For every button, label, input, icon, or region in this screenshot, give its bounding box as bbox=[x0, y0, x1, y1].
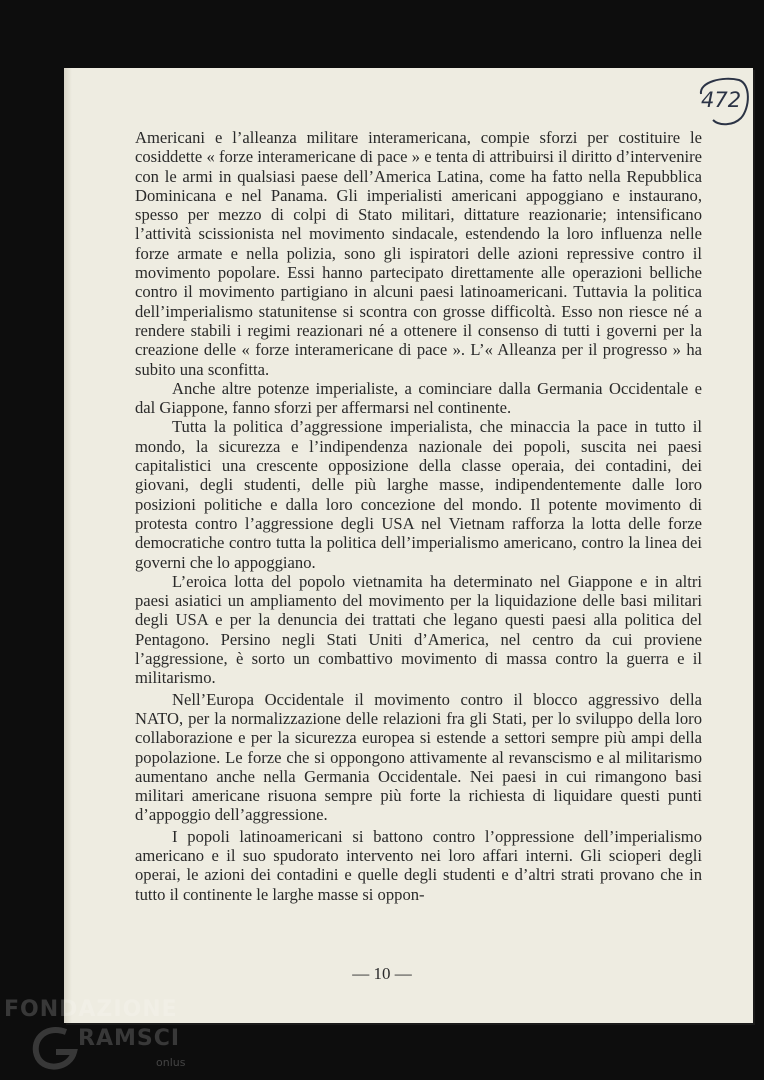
page-binding-edge bbox=[64, 68, 72, 1023]
paragraph: Nell’Europa Occidentale il movimento contro il blocco aggressivo della NATO, per la normalizzazione delle relazioni fra gli Stati, per lo sviluppo della loro collaborazione e per la sicurezza europea si estende a settori sempre più ampi della popolazione. Le forze che si oppongono attivamente al revanscismo e al militarismo aumentano anche nella Germania Occidentale. Nei paesi in cui rimangono basi militari americane risuona sempre più forte la richiesta di liquidare questi punti d’appoggio dell’aggressione. bbox=[135, 689, 702, 825]
watermark-suffix: onlus bbox=[156, 1056, 186, 1069]
watermark-logo-icon bbox=[4, 994, 199, 1074]
watermark-line2: RAMSCI bbox=[78, 1026, 181, 1051]
archive-page-stamp bbox=[693, 74, 751, 128]
paragraph: Tutta la politica d’aggressione imperialista, che minaccia la pace in tutto il mondo, la sicurezza e l’indipendenza nazionale dei popoli, suscita nei paesi capitalistici una crescente opposizione della classe operaia, dei contadini, dei giovani, degli studenti, delle più larghe masse, indipendentemente dalle loro posizioni politiche e dalla loro concezione del mondo. Il potente movimento di protesta contro l’aggressione degli USA nel Vietnam rafforza la lotta delle forze democratiche contro tutta la politica dell’imperialismo americano, contro la linea dei governi che lo appoggiano. bbox=[135, 417, 702, 572]
page-number: — 10 — bbox=[352, 964, 412, 983]
stamp-circle-icon bbox=[693, 74, 751, 128]
paragraph: Americani e l’alleanza militare interamericana, compie sforzi per costituire le cosiddette « forze interamericane di pace » e tenta di attribuirsi il diritto d’intervenire con le armi in qualsiasi paese dell’America Latina, come ha fatto nella Repubblica Dominicana e nel Panama. Gli imperialisti americani appoggiano e instaurano, spesso per mezzo di colpi di Stato militari, dittature reazionarie; intensificano l’attività scissionista nel movimento sindacale, estendendo la loro influenza nelle forze armate e nella polizia, sono gli ispiratori delle azioni repressive contro il movimento popolare. Essi hanno partecipato direttamente alle operazioni belliche contro il movimento partigiano in alcuni paesi latinoamericani. Tuttavia la politica dell’imperialismo statunitense si scontra con grosse difficoltà. Esso non riesce né a rendere stabili i regimi reazionari né a ottenere il consenso di tutti i governi per la creazione delle « forze interamericane di pace ». L’« Alleanza per il progresso » ha subito una sconfitta. bbox=[135, 128, 702, 379]
stamp-number: 472 bbox=[701, 88, 742, 112]
paragraph: Anche altre potenze imperialiste, a cominciare dalla Germania Occidentale e dal Giappone, fanno sforzi per affermarsi nel continente. bbox=[135, 378, 702, 418]
fondazione-gramsci-watermark bbox=[4, 994, 199, 1074]
paragraph: I popoli latinoamericani si battono contro l’oppressione dell’imperialismo americano e il suo spudorato intervento nei loro affari interni. Gli scioperi degli operai, le azioni dei contadini e quelle degli studenti e d’altri strati provano che in tutto il continente le larghe masse si oppon- bbox=[135, 826, 702, 904]
body-text bbox=[135, 128, 702, 904]
paragraph: L’eroica lotta del popolo vietnamita ha determinato nel Giappone e in altri paesi asiatici un ampliamento del movimento per la liquidazione delle basi militari degli USA e per la denuncia dei trattati che legano questi paesi alla politica del Pentagono. Persino negli Stati Uniti d’America, nel centro da cui proviene l’aggressione, è sorto un combattivo movimento di massa contro la guerra e il militarismo. bbox=[135, 571, 702, 688]
watermark-line1: FONDAZIONE bbox=[4, 997, 178, 1022]
